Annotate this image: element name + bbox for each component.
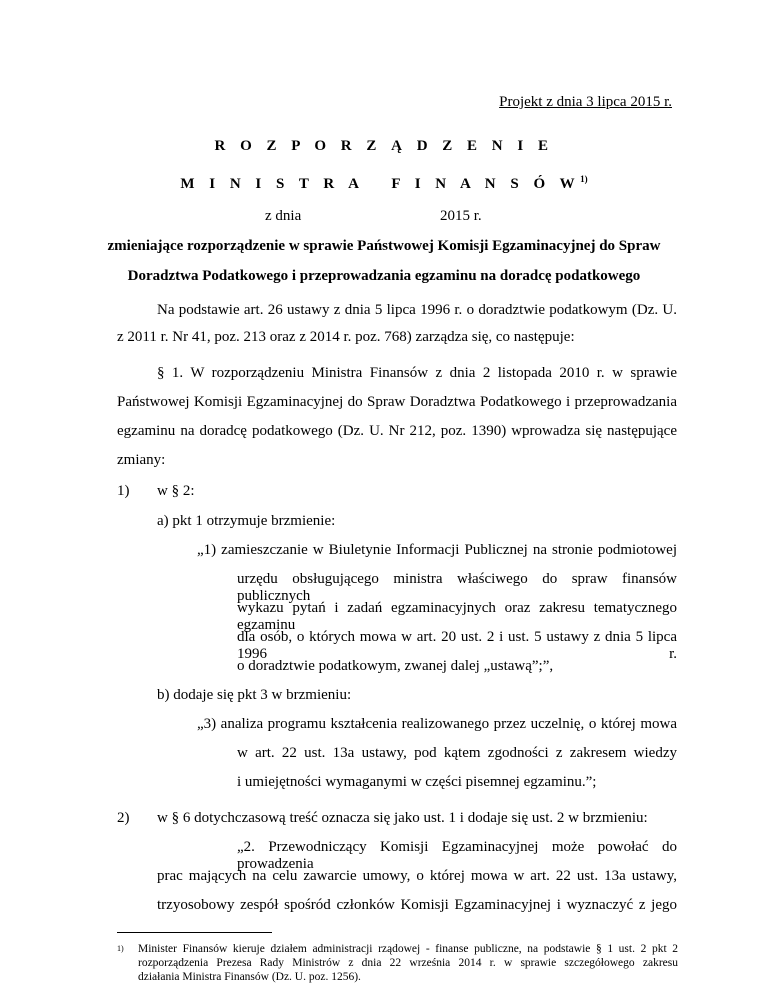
- preamble-line-2: z 2011 r. Nr 41, poz. 213 oraz z 2014 r. poz. 768) zarządza się, co następuje:: [117, 329, 575, 345]
- point1-text: w § 2:: [157, 483, 195, 499]
- point1-a-quote-5: o doradztwie podatkowym, zwanej dalej „ustawą”;”,: [237, 658, 554, 674]
- date-prefix: z dnia: [265, 208, 302, 224]
- issuer-name: M I N I S T R A F I N A N S Ó W: [180, 176, 581, 192]
- date-year: 2015 r.: [440, 208, 482, 224]
- point1-a-quote-3: wykazu pytań i zadań egzaminacyjnych oraz zakresu tematycznego egzaminu: [237, 600, 677, 633]
- section1-line-3: egzaminu na doradcę podatkowego (Dz. U. Nr 212, poz. 1390) wprowadza się następujące: [117, 423, 677, 439]
- footnote-separator: [117, 932, 272, 933]
- point1-a-quote-4: dla osób, o których mowa w art. 20 ust. 2 i ust. 5 ustawy z dnia 5 lipca 1996 r.: [237, 629, 677, 662]
- footnote-line-1: Minister Finansów kieruje działem administracji rządowej - finanse publiczne, na podstawie § 1 ust. 2 pkt 2: [138, 943, 678, 955]
- footnote-line-3: działania Ministra Finansów (Dz. U. poz. 1256).: [138, 971, 361, 983]
- point2-number-visible: 2): [117, 810, 130, 826]
- project-note: Projekt z dnia 3 lipca 2015 r.: [499, 94, 672, 110]
- point1-b-quote-1: „3) analiza programu kształcenia realizowanego przez uczelnię, o której mowa: [197, 716, 677, 732]
- footnote-mark: 1): [117, 944, 124, 953]
- preamble-line-1: Na podstawie art. 26 ustawy z dnia 5 lipca 1996 r. o doradztwie podatkowym (Dz. U.: [157, 302, 677, 318]
- point2-quote-1: „2. Przewodniczący Komisji Egzaminacyjnej może powołać do prowadzenia: [237, 839, 677, 872]
- footnote-line-2: rozporządzenia Prezesa Rady Ministrów z dnia 22 września 2014 r. w sprawie szczegółowego zakresu: [138, 957, 678, 969]
- point2-quote-2: prac mających na celu zawarcie umowy, o której mowa w art. 22 ust. 13a ustawy,: [157, 868, 677, 884]
- point2-text: w § 6 dotychczasową treść oznacza się jako ust. 1 i dodaje się ust. 2 w brzmieniu:: [157, 810, 648, 826]
- issuer-footnote-mark: 1): [580, 174, 588, 184]
- point1-number: 1): [117, 483, 130, 499]
- point1-b-quote-2: w art. 22 ust. 13a ustawy, pod kątem zgodności z zakresem wiedzy: [237, 745, 677, 761]
- document-type-heading: R O Z P O R Z Ą D Z E N I E: [214, 138, 554, 154]
- subject-line-1: zmieniające rozporządzenie w sprawie Państwowej Komisji Egzaminacyjnej do Spraw: [107, 238, 661, 254]
- subject-line-2: Doradztwa Podatkowego i przeprowadzania egzaminu na doradcę podatkowego: [127, 268, 641, 284]
- point1-b-quote-3: i umiejętności wymaganymi w części pisemnej egzaminu.”;: [237, 774, 597, 790]
- section1-line-4: zmiany:: [117, 452, 166, 468]
- point1-a-intro: a) pkt 1 otrzymuje brzmienie:: [157, 513, 336, 529]
- issuer-heading: [0, 174, 768, 193]
- point1-a-quote-2: urzędu obsługującego ministra właściwego do spraw finansów publicznych: [237, 571, 677, 604]
- point2-quote-3: trzyosobowy zespół spośród członków Komisji Egzaminacyjnej i wyznaczyć z jego: [157, 897, 677, 913]
- point1-b-intro: b) dodaje się pkt 3 w brzmieniu:: [157, 687, 352, 703]
- point1-a-quote-1: „1) zamieszczanie w Biuletynie Informacji Publicznej na stronie podmiotowej: [197, 542, 677, 558]
- section1-line-1: § 1. W rozporządzeniu Ministra Finansów z dnia 2 listopada 2010 r. w sprawie: [157, 365, 677, 381]
- section1-line-2: Państwowej Komisji Egzaminacyjnej do Spraw Doradztwa Podatkowego i przeprowadzania: [117, 394, 677, 410]
